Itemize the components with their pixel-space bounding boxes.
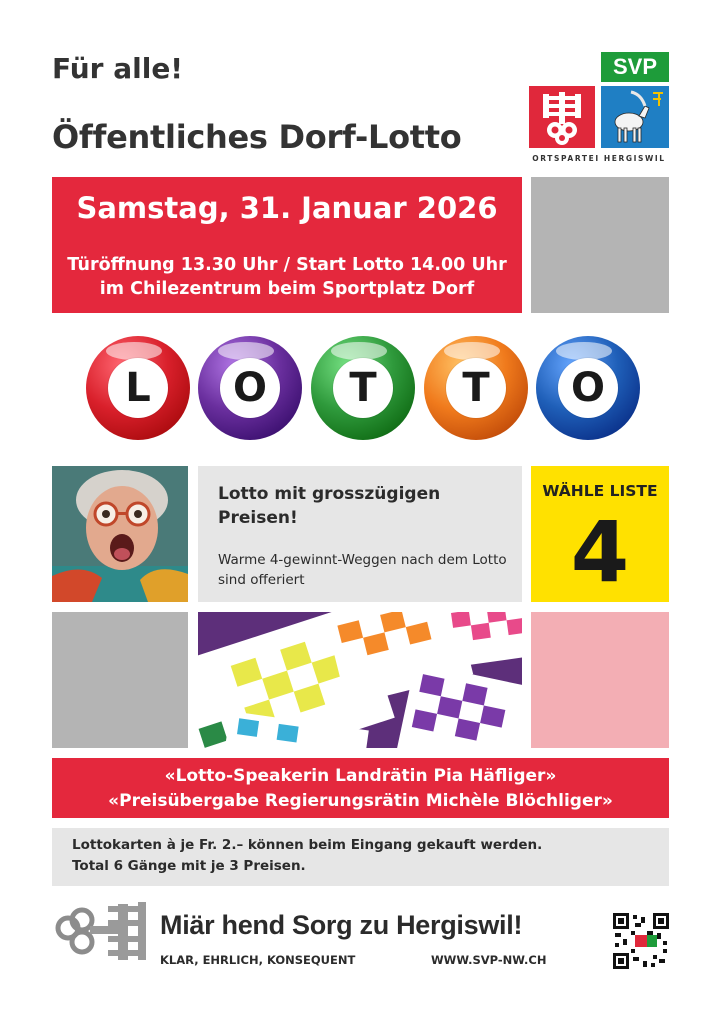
vote-label: WÄHLE LISTE [542,482,658,500]
surprised-woman-photo [52,466,188,602]
qr-code-icon[interactable] [613,913,669,969]
speaker-line: «Lotto-Speakerin Landrätin Pia Häfliger» [164,766,557,786]
prize-presenter-line: «Preisübergabe Regierungsrätin Michèle Blöchliger» [108,791,613,811]
grey-tile [531,177,669,313]
lotto-ball [536,336,640,440]
info-subtitle: Warme 4-gewinnt-Weggen nach dem Lotto sind offeriert [218,552,507,588]
speaker-banner [52,758,669,818]
lotto-ball [424,336,528,440]
info-title: Lotto mit grosszügigen Preisen! [218,484,441,528]
event-date-block [52,177,522,313]
rounds-line: Total 6 Gänge mit je 3 Preisen. [72,858,306,874]
vote-list-box [531,466,669,602]
lotto-ball [86,336,190,440]
svp-logo [529,52,669,168]
page-title: Öffentliches Dorf-Lotto [52,118,462,156]
lotto-cards-photo [198,612,522,748]
ibex-coat-of-arms-icon [601,86,669,148]
lotto-ball-letter: O [570,365,605,411]
website-link[interactable]: WWW.SVP-NW.CH [431,953,547,967]
lotto-ball-letter: T [462,365,490,411]
tickets-info [52,828,669,886]
pink-tile [531,612,669,748]
lotto-ball-letter: O [232,365,267,411]
ticket-price-line: Lottokarten à je Fr. 2.– können beim Eingang gekauft werden. [72,837,543,853]
lotto-ball [198,336,302,440]
vote-list-number: 4 [570,503,630,601]
logo-caption: ORTSPARTEI HERGISWIL [532,154,666,163]
grey-tile [52,612,188,748]
svp-party-label: SVP [601,52,669,82]
info-box [198,466,522,602]
event-time: Türöffnung 13.30 Uhr / Start Lotto 14.00 Uhr [67,255,507,275]
key-coat-of-arms-icon [529,86,595,148]
key-emblem-icon [52,898,152,964]
lotto-ball-letter: L [125,365,151,411]
lotto-ball-letter: T [349,365,377,411]
pre-title: Für alle! [52,52,184,85]
event-place: im Chilezentrum beim Sportplatz Dorf [99,279,475,299]
slogan: Miär hend Sorg zu Hergiswil! [160,910,523,940]
tagline: KLAR, EHRLICH, KONSEQUENT [160,953,356,967]
event-date: Samstag, 31. Januar 2026 [76,191,498,225]
lotto-ball [311,336,415,440]
